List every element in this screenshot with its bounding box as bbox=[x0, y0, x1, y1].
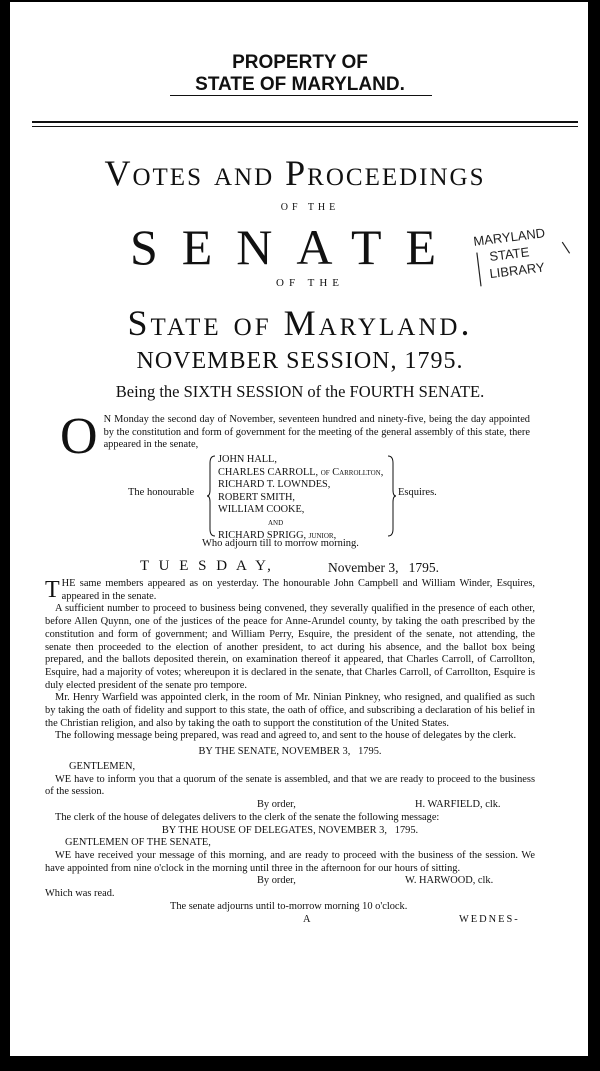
right-brace bbox=[386, 455, 398, 537]
house-message: WE have received your message of this morning, and are ready to proceed with the business of the session. We have appointed from nine o'clock in the morning until three in the afternoon for our hours of sitting. bbox=[45, 850, 535, 874]
which-was-read: Which was read. bbox=[45, 888, 115, 900]
title-of-the-1: OF THE bbox=[280, 202, 340, 213]
session-subheading: Being the SIXTH SESSION of the FOURTH SENATE. bbox=[115, 382, 485, 401]
document-page bbox=[10, 2, 588, 1056]
paragraph-1 bbox=[45, 578, 535, 603]
senator-name: RICHARD SPRIGG, junior, bbox=[218, 529, 337, 541]
signature-mark: A bbox=[303, 913, 311, 925]
library-stamp-line2: STATE bbox=[488, 244, 531, 265]
senator-name: JOHN HALL, bbox=[218, 454, 277, 465]
paragraph-1-text: HE same members appeared as on yesterday. The honourable John Campbell and William Winder, Esquires, appeared in the senate. bbox=[61, 578, 535, 602]
by-order-2: By order, bbox=[257, 875, 296, 887]
senator-name: CHARLES CARROLL, of Carrollton, bbox=[218, 466, 384, 478]
drop-cap-o: O bbox=[60, 408, 98, 465]
tuesday-heading: T U E S D A Y, bbox=[140, 558, 274, 574]
library-stamp bbox=[465, 223, 581, 296]
esquires-label: Esquires. bbox=[398, 487, 437, 498]
title-state-of-maryland: State of Maryland. bbox=[127, 303, 473, 343]
session-heading: NOVEMBER SESSION, 1795. bbox=[136, 348, 464, 374]
paragraph-3: Mr. Henry Warfield was appointed clerk, in the room of Mr. Ninian Pinkney, who resigned, and qualified as such by taking the oath of fidelity and support to this state, the oath of office, and subscribing a declaration of his belief in the Christian religion, and also by taking the oath to support the constitution of the United States. bbox=[45, 692, 535, 729]
left-brace bbox=[207, 455, 217, 537]
footer-row bbox=[45, 914, 535, 927]
adjourn-line: Who adjourn till to morrow morning. bbox=[202, 538, 359, 549]
paragraph-4: The following message being prepared, was read and agreed to, and sent to the house of delegates by the clerk. bbox=[55, 730, 517, 742]
honourable-label: The honourable bbox=[128, 487, 195, 498]
catchword: WEDNES- bbox=[459, 913, 520, 925]
library-stamp-border bbox=[465, 223, 581, 292]
gentlemen-salutation-2: GENTLEMEN OF THE SENATE, bbox=[65, 837, 211, 849]
property-stamp-line1: PROPERTY OF bbox=[232, 52, 368, 73]
signature-row-1 bbox=[45, 799, 535, 812]
senate-adjourns: The senate adjourns until to-morrow morning 10 o'clock. bbox=[170, 901, 408, 913]
senator-name: ROBERT SMITH, bbox=[218, 491, 296, 503]
library-stamp-line3: LIBRARY bbox=[488, 259, 546, 282]
signer-warfield: H. WARFIELD, clk. bbox=[415, 798, 501, 810]
library-stamp-line1: MARYLAND bbox=[472, 225, 546, 249]
title-votes-proceedings: Votes and Proceedings bbox=[104, 153, 486, 193]
clerk-delivers-line: The clerk of the house of delegates delivers to the clerk of the senate the following message: bbox=[55, 811, 440, 823]
by-order-1: By order, bbox=[257, 798, 296, 810]
drop-cap-t: T bbox=[45, 577, 60, 603]
stamp-underline bbox=[170, 95, 432, 96]
senate-message: WE have to inform you that a quorum of the senate is assembled, and that we are ready to proceed to the business of the session. bbox=[45, 773, 535, 798]
title-senate: SENATE bbox=[129, 219, 461, 275]
signer-harwood: W. HARWOOD, clk. bbox=[405, 875, 494, 887]
title-of-the-2: OF THE bbox=[276, 277, 344, 289]
tuesday-body bbox=[45, 578, 535, 927]
paragraph-2: A sufficient number to proceed to business being convened, they severally qualified in the presence of each other, before Allen Quynn, one of the justices of the peace for Anne-Arundel county, by taking the oath prescribed by the constitution and form of government; and William Perry, Esquire, the president of the senate, not attending, the senate then proceeded to the election of another president, to act during his absence, and the ballot box being prepared, and the ballots deposited therein, on examination thereof it appeared, that Charles Carroll, of Carrollton, Esquire, had a majority of votes; whereupon it is declared in the senate, that Charles Carroll, of Carrollton, Esquire is duly elected president of the senate pro tempore. bbox=[45, 603, 535, 691]
by-the-senate-heading: BY THE SENATE, NOVEMBER 3, 1795. bbox=[198, 746, 382, 758]
tuesday-date: November 3, 1795. bbox=[328, 560, 439, 575]
top-rule bbox=[32, 121, 578, 123]
senator-names bbox=[218, 454, 383, 542]
opening-text: N Monday the second day of November, seventeen hundred and ninety-five, being the day appointed by the constitution and form of government for the meeting of the general assembly of this state, there appeared in the senate, bbox=[103, 414, 530, 451]
top-rule-thin bbox=[32, 126, 578, 127]
senator-name: RICHARD T. LOWNDES, bbox=[218, 479, 331, 491]
signature-row-2 bbox=[45, 875, 535, 888]
senator-name: WILLIAM COOKE, bbox=[218, 504, 305, 516]
property-stamp-line2: STATE OF MARYLAND. bbox=[195, 74, 405, 95]
gentlemen-salutation-1: GENTLEMEN, bbox=[69, 760, 136, 772]
senator-and: and bbox=[268, 516, 284, 528]
by-the-house-heading: BY THE HOUSE OF DELEGATES, NOVEMBER 3, 1795. bbox=[161, 824, 419, 836]
